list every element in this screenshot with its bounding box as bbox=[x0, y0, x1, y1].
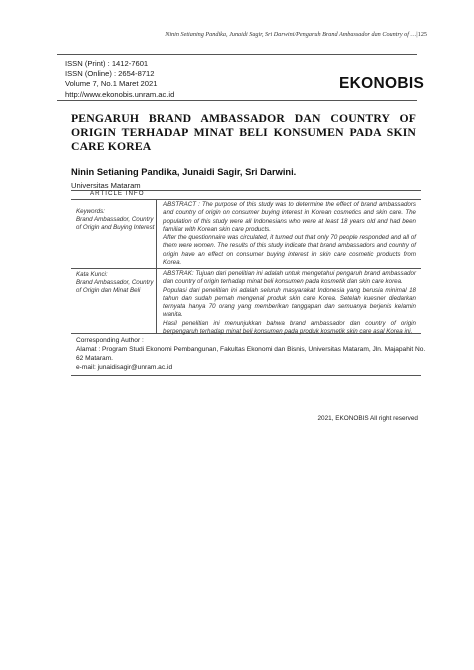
keywords-text: Brand Ambassador, Country of Origin and Buying Interest bbox=[76, 216, 155, 232]
column-divider bbox=[156, 199, 157, 333]
masthead-bottom-rule bbox=[57, 100, 417, 101]
corresponding-bottom-rule bbox=[71, 375, 421, 376]
masthead-top-rule bbox=[57, 54, 417, 55]
journal-name: EKONOBIS bbox=[339, 75, 425, 92]
abstrak-paragraph: ABSTRAK: Tujuan dari penelitian ini adalah untuk mengetahui pengaruh brand ambassador dan country of origin terhadap minat beli konsumen pada kosmetik dan skin care korea. bbox=[163, 270, 416, 286]
kata-kunci-label: Kata Kunci: bbox=[76, 271, 108, 278]
indonesian-keywords bbox=[76, 271, 156, 296]
paper-title: PENGARUH BRAND AMBASSADOR DAN COUNTRY OF ORIGIN TERHADAP MINAT BELI KONSUMEN PADA SKIN CARE KOREA bbox=[71, 112, 416, 153]
author-list: Ninin Setianing Pandika, Junaidi Sagir, Sri Darwini. bbox=[71, 167, 297, 177]
corresponding-author bbox=[76, 337, 426, 373]
author-address: Alamat : Program Studi Ekonomi Pembangunan, Fakultas Ekonomi dan Bisnis, Universitas Mataram, Jln. Majapahit No. 62 Mataram. bbox=[76, 345, 426, 362]
article-info-label-rule bbox=[71, 199, 421, 200]
affiliation: Universitas Mataram bbox=[71, 181, 141, 190]
copyright-notice: 2021, EKONOBIS All right reserved bbox=[317, 415, 418, 422]
issn-print: ISSN (Print) : 1412-7601 bbox=[65, 59, 149, 68]
indonesian-abstract bbox=[163, 270, 416, 336]
kata-kunci-text: Brand Ambassador, Country of Origin dan Minat Beli bbox=[76, 279, 154, 295]
abstract-paragraph: After the questionnaire was circulated, it turned out that only 70 people responded and all of them were women. The results of this study indicate that brand ambassadors and country of origin have an effect on consumer buying interest in skin care cosmetic products from Korea. bbox=[163, 234, 416, 267]
masthead-info bbox=[65, 59, 174, 100]
issn-online: ISSN (Online) : 2654-8712 bbox=[65, 69, 155, 79]
english-section-rule bbox=[71, 268, 421, 269]
author-email[interactable]: e-mail: junaidisagir@unram.ac.id bbox=[76, 363, 173, 371]
page-number: 125 bbox=[417, 31, 427, 38]
abstrak-paragraph: Hasil penelitian ini menunjukkan bahwa brand ambassador dan country of origin berpengaruh terhadap minat beli konsumen pada produk kosmetik skin care asal Korea ini. bbox=[163, 319, 416, 336]
corresponding-author-label: Corresponding Author : bbox=[76, 337, 144, 344]
abstrak-paragraph: Populasi dari penelitian ini adalah seluruh masyarakat Indonesia yang berusia minimal 18 tahun dan sudah pernah mengenal produk skin care Korea. Setelah kuesner diedarkan ternyata hanya 70 orang yang memberikan tanggapan dan semuanya berjenis kelamin wanita. bbox=[163, 286, 416, 319]
article-info-label: ARTICLE INFO bbox=[90, 190, 145, 197]
journal-url[interactable]: http://www.ekonobis.unram.ac.id bbox=[65, 89, 175, 99]
running-head-text: Ninin Setianing Pandika, Junaidi Sagir, Sri Darwini/Pengaruh Brand Ambassador dan Country of …| bbox=[165, 31, 418, 38]
abstract-paragraph: ABSTRACT : The purpose of this study was to determine the effect of brand ambassadors and country of origin on consumer buying interest in Korean cosmetics and skin care. The population of this study were all Indonesians who were at least 18 years old and had been familiar with Korean skin care products. bbox=[163, 201, 416, 233]
english-abstract bbox=[163, 201, 416, 267]
running-head bbox=[165, 31, 427, 38]
keywords-label: Keywords: bbox=[76, 208, 105, 215]
english-keywords bbox=[76, 208, 156, 233]
volume-info: Volume 7, No.1 Maret 2021 bbox=[65, 79, 158, 89]
